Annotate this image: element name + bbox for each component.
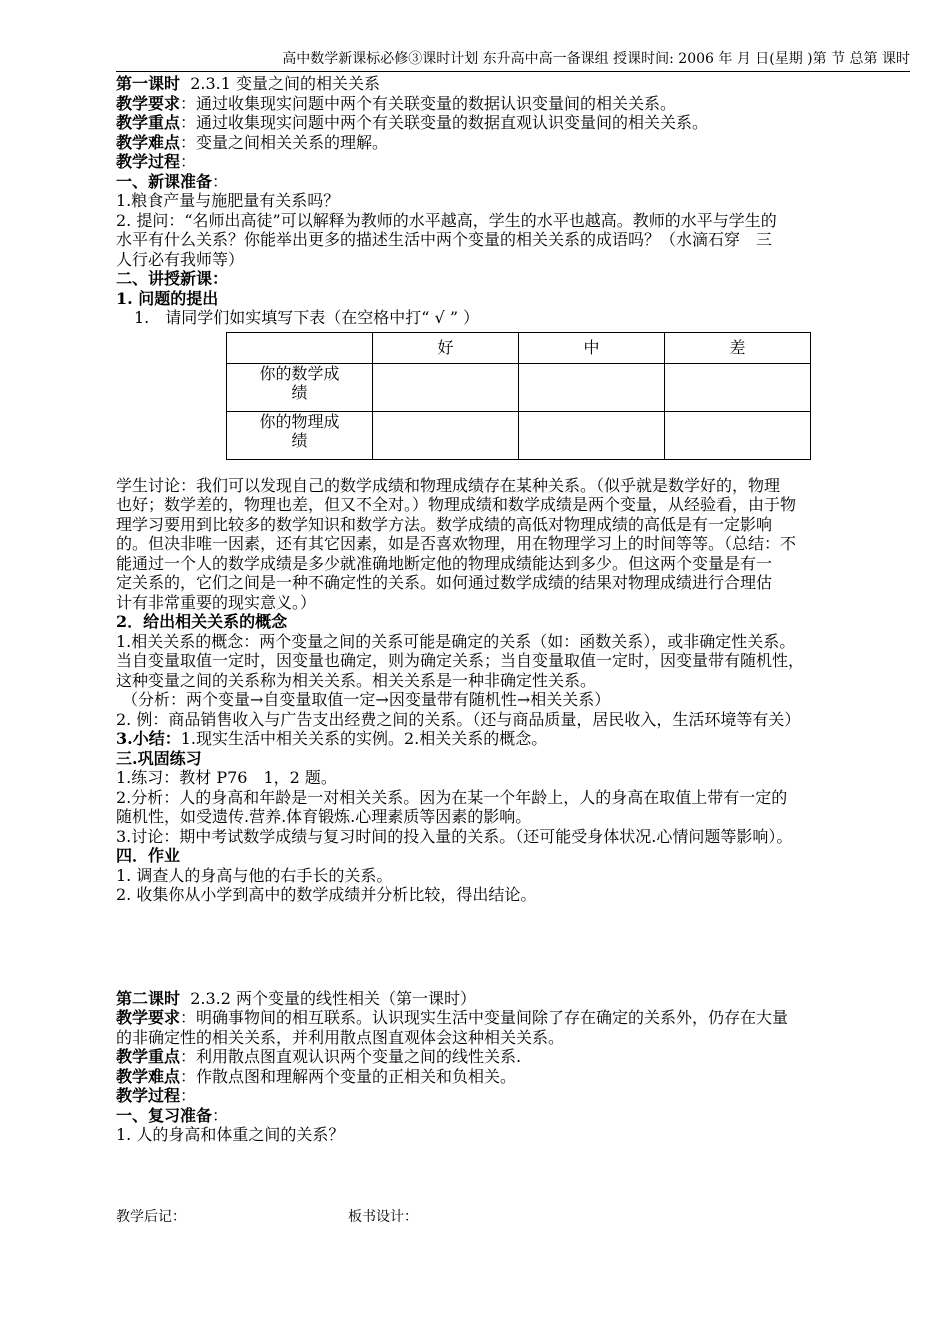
row-label-line-2: 绩 xyxy=(291,430,308,450)
prep-item-2-line-3: 人行必有我师等） xyxy=(116,249,245,269)
table-cell-empty[interactable] xyxy=(665,411,811,459)
difficulties-label: 教学难点 xyxy=(116,1066,181,1086)
key-points-label: 教学重点 xyxy=(116,113,181,132)
table-header-row xyxy=(227,332,811,363)
prep-heading-text: 一、新课准备 xyxy=(116,171,213,191)
process-label: 教学过程 xyxy=(116,1086,181,1105)
lesson2-difficulties xyxy=(116,1067,910,1087)
lesson2-requirements xyxy=(116,1008,910,1028)
grade-survey-table xyxy=(226,332,811,460)
review-heading xyxy=(116,1106,910,1126)
process-colon: ： xyxy=(180,152,197,171)
teaching-notes-label: 教学后记： xyxy=(116,1209,186,1225)
prep-item-1: 1.粮食产量与施肥量有关系吗？ xyxy=(116,191,340,210)
lesson2-key-points xyxy=(116,1047,910,1067)
concept-line: 1.相关关系的概念：两个变量之间的关系可能是确定的关系（如：函数关系），或非确定性关系。 xyxy=(116,631,796,651)
document-body xyxy=(116,74,910,1145)
discussion-line: 定关系的，它们之间是一种不确定性的关系。如何通过数学成绩的结果对物理成绩进行合理估 xyxy=(116,573,773,592)
analysis-line: （分析：两个变量→自变量取值一定→因变量带有随机性→相关关系） xyxy=(122,690,611,709)
lesson2-requirements-cont: 的非确定性的相关关系，并利用散点图直观体会这种相关关系。 xyxy=(116,1027,565,1047)
summary-label: 3.小结： xyxy=(116,729,181,748)
requirements-label: 教学要求 xyxy=(116,93,181,113)
lesson1-requirements xyxy=(116,94,910,114)
row-label-line-1: 你的数学成 xyxy=(259,363,340,383)
summary-line xyxy=(116,729,910,749)
lesson2-title-text: 2.3.2 两个变量的线性相关（第一课时） xyxy=(190,988,476,1008)
difficulties-text: ：作散点图和理解两个变量的正相关和负相关。 xyxy=(180,1066,517,1086)
table-cell-empty[interactable] xyxy=(373,363,519,411)
prep-heading xyxy=(116,172,910,192)
table-header-poor: 差 xyxy=(665,332,811,363)
table-cell-empty[interactable] xyxy=(665,363,811,411)
practice-item-2-line-1: 2.分析：人的身高和年龄是一对相关关系。因为在某一个年龄上，人的身高在取值上带有一定的 xyxy=(116,787,788,807)
row-label-line-1: 你的物理成 xyxy=(259,411,340,431)
lesson1-process xyxy=(116,152,910,172)
review-heading-text: 一、复习准备 xyxy=(116,1105,213,1125)
practice-item-2-line-2: 随机性，如受遗传.营养.体育锻炼.心理素质等因素的影响。 xyxy=(116,807,532,826)
lesson1-title-label: 第一课时 xyxy=(116,74,181,93)
table-header-good: 好 xyxy=(373,332,519,363)
homework-item-2: 2. 收集你从小学到高中的数学成绩并分析比较，得出结论。 xyxy=(116,885,537,904)
prep-item-2-line-2: 水平有什么关系？你能举出更多的描述生活中两个变量的相关关系的成语吗？（水滴石穿 三 xyxy=(116,230,773,249)
difficulties-label: 教学难点 xyxy=(116,132,181,152)
key-points-text: ：利用散点图直观认识两个变量之间的线性关系. xyxy=(180,1047,522,1066)
concept-line: 当自变量取值一定时，因变量也确定，则为确定关系；当自变量取值一定时，因变量带有随机性， xyxy=(116,651,805,670)
requirements-label: 教学要求 xyxy=(116,1008,181,1027)
discussion-line: 计有非常重要的现实意义。） xyxy=(116,592,317,612)
table-header-medium: 中 xyxy=(519,332,665,363)
difficulties-text: ：变量之间相关关系的理解。 xyxy=(180,132,389,152)
table-row-physics xyxy=(227,411,811,459)
discussion-line: 能通过一个人的数学成绩是多少就准确地断定他的物理成绩能达到多少。但这两个变量是有一 xyxy=(116,553,773,573)
lesson1-title-text: 2.3.1 变量之间的相关关系 xyxy=(190,74,380,93)
review-item-1: 1. 人的身高和体重之间的关系？ xyxy=(116,1125,345,1144)
practice-heading: 三.巩固练习 xyxy=(116,748,202,768)
homework-item-1: 1. 调查人的身高与他的右手长的关系。 xyxy=(116,865,393,885)
concept-heading: 2．给出相关关系的概念 xyxy=(116,612,288,631)
discussion-line: 也好；数学差的，物理也差，但又不全对。）物理成绩和数学成绩是两个变量，从经验看，由于物 xyxy=(116,495,797,514)
key-points-label: 教学重点 xyxy=(116,1047,181,1066)
table-row-math xyxy=(227,363,811,411)
lesson1-title xyxy=(116,74,910,94)
table-row-label xyxy=(227,363,373,411)
summary-text: 1.现实生活中相关关系的实例。2.相关关系的概念。 xyxy=(180,729,548,748)
row-label-line-2: 绩 xyxy=(291,382,308,402)
lesson2-title xyxy=(116,989,910,1009)
table-cell-empty[interactable] xyxy=(519,411,665,459)
prep-heading-colon: ： xyxy=(212,171,229,191)
concept-line: 这种变量之间的关系称为相关关系。相关关系是一种非确定性关系。 xyxy=(116,670,597,690)
review-heading-colon: ： xyxy=(212,1105,229,1125)
discussion-line: 理学习要用到比较多的数学知识和数学方法。数学成绩的高低对物理成绩的高低是有一定影响 xyxy=(116,514,773,534)
table-cell-empty[interactable] xyxy=(373,411,519,459)
practice-item-1: 1.练习：教材 P76 1，2 题。 xyxy=(116,768,337,787)
discussion-line: 的。但决非唯一因素，还有其它因素，如是否喜欢物理，用在物理学习上的时间等等。（总结：不 xyxy=(116,534,797,553)
discussion-line: 学生讨论：我们可以发现自己的数学成绩和物理成绩存在某种关系。（似乎就是数学好的，物理 xyxy=(116,475,781,495)
lesson1-difficulties xyxy=(116,133,910,153)
key-points-text: ：通过收集现实问题中两个有关联变量的数据直观认识变量间的相关关系。 xyxy=(180,113,709,132)
example-line: 2. 例：商品销售收入与广告支出经费之间的关系。（还与商品质量，居民收入，生活环境等有关） xyxy=(116,709,801,729)
lesson1-key-points xyxy=(116,113,910,133)
table-row-label xyxy=(227,411,373,459)
requirements-text: ：明确事物间的相互联系。认识现实生活中变量间除了存在确定的关系外，仍存在大量 xyxy=(180,1008,789,1027)
homework-heading: 四．作业 xyxy=(116,846,181,865)
table-cell-empty[interactable] xyxy=(519,363,665,411)
process-label: 教学过程 xyxy=(116,152,181,171)
question-heading: 1. 问题的提出 xyxy=(116,288,219,308)
board-design-label: 板书设计： xyxy=(348,1209,418,1225)
header-divider xyxy=(116,71,910,72)
lesson2-title-label: 第二课时 xyxy=(116,988,181,1008)
question-item: 1. 请同学们如实填写下表（在空格中打“ √ ” ） xyxy=(134,308,480,327)
page-header: 高中数学新课标必修③课时计划 东升高中高一备课组 授课时间: 2006 年 月 日(星期 )第 节 总第 课时 xyxy=(282,51,910,67)
requirements-text: ：通过收集现实问题中两个有关联变量的数据认识变量间的相关关系。 xyxy=(180,93,677,113)
process-colon: ： xyxy=(180,1086,197,1105)
table-header-blank xyxy=(227,332,373,363)
practice-item-3: 3.讨论：期中考试数学成绩与复习时间的投入量的关系。（还可能受身体状况.心情问题等影响）。 xyxy=(116,826,793,846)
page-footer xyxy=(116,1206,418,1226)
lesson2-process xyxy=(116,1086,910,1106)
teach-heading: 二、讲授新课： xyxy=(116,269,229,288)
prep-item-2-line-1: 2. 提问：“名师出高徒”可以解释为教师的水平越高，学生的水平也越高。教师的水平与学生的 xyxy=(116,210,777,230)
